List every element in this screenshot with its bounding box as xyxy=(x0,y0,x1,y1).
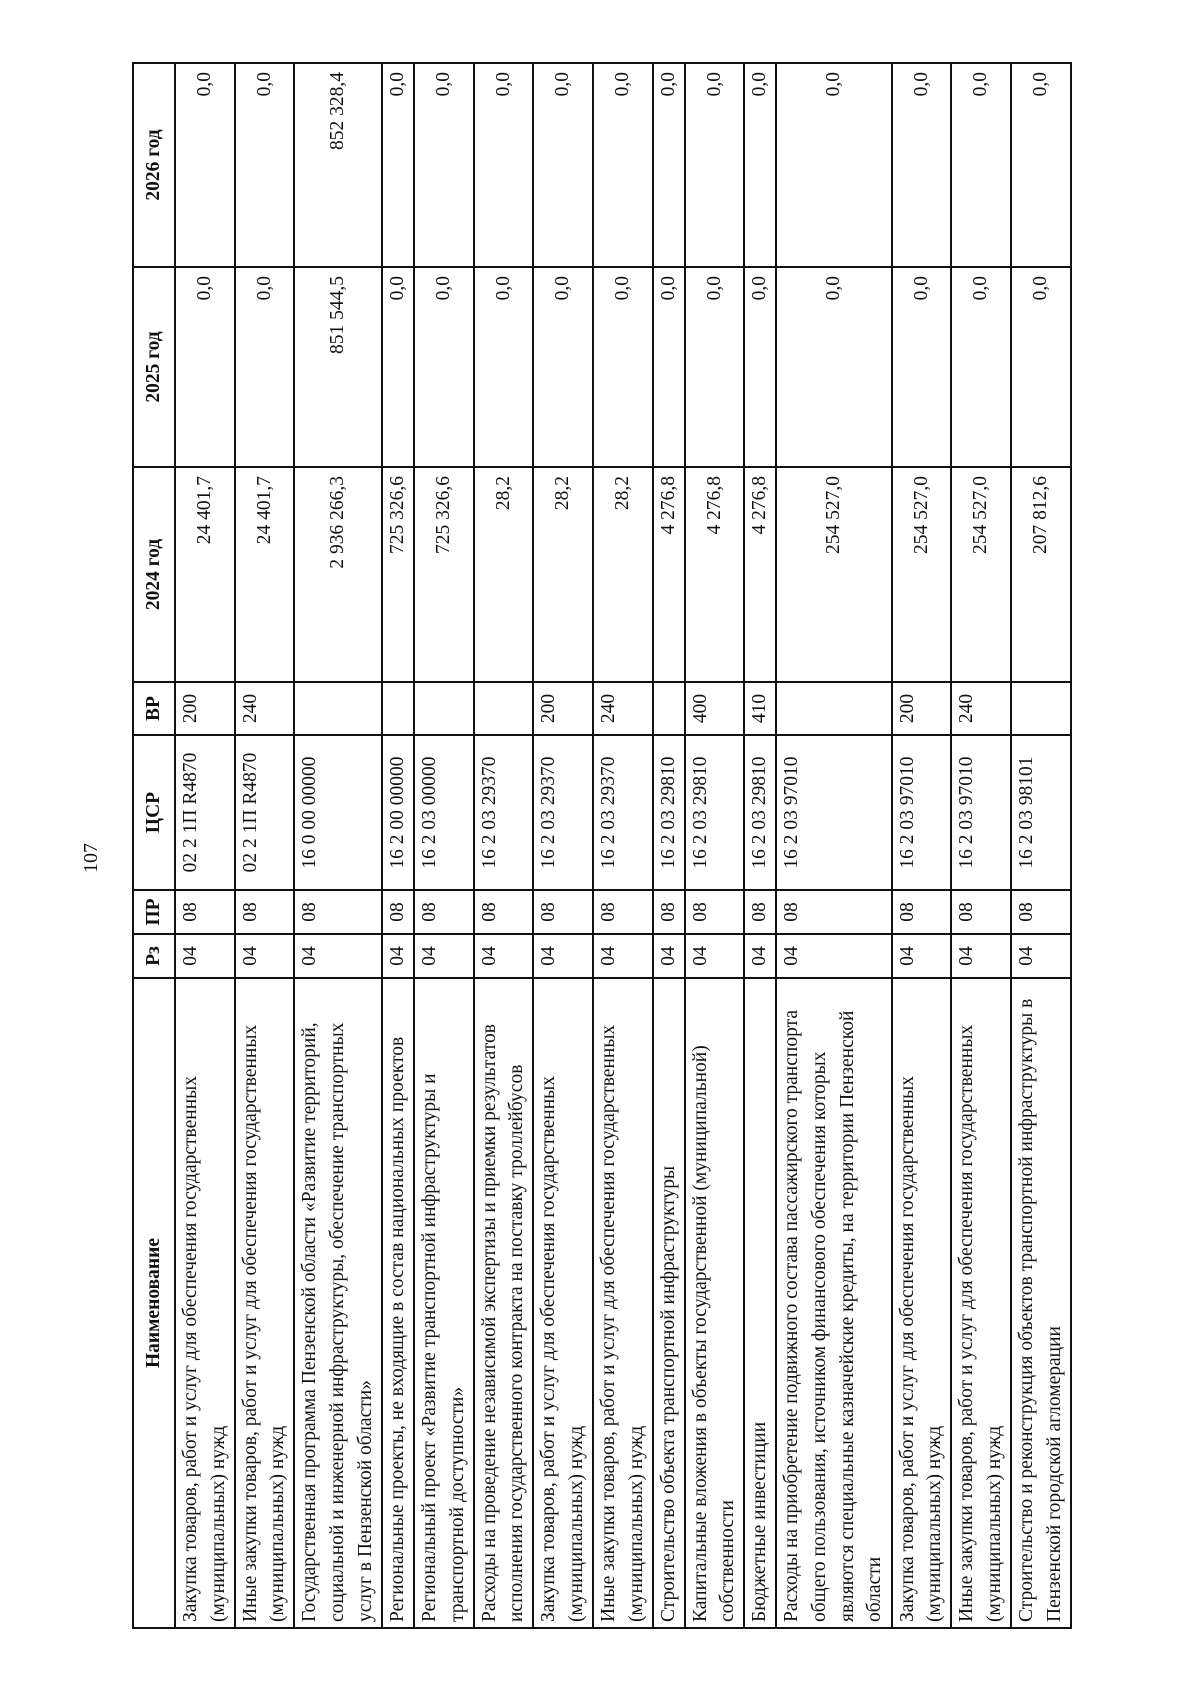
cell-rz: 04 xyxy=(533,934,593,978)
table-body xyxy=(175,63,1071,1628)
cell-rz: 04 xyxy=(414,934,474,978)
cell-2024: 254 527,0 xyxy=(776,467,891,682)
table-row xyxy=(382,63,414,1628)
cell-vr xyxy=(653,682,685,735)
cell-name: Расходы на проведение независимой экспертизы и приемки результатов исполнения государственного контракта на поставку троллейбусов xyxy=(474,978,534,1628)
cell-vr xyxy=(474,682,534,735)
cell-name: Расходы на приобретение подвижного состава пассажирского транспорта общего пользования, источником финансового обеспечения которых являются специальные казначейские кредиты, на территории Пензенской области xyxy=(776,978,891,1628)
cell-pr: 08 xyxy=(294,890,382,934)
cell-pr: 08 xyxy=(235,890,295,934)
cell-2024: 207 812,6 xyxy=(1011,467,1071,682)
cell-name: Региональные проекты, не входящие в состав национальных проектов xyxy=(382,978,414,1628)
cell-vr: 200 xyxy=(533,682,593,735)
cell-2024: 28,2 xyxy=(533,467,593,682)
cell-2025: 851 544,5 xyxy=(294,267,382,467)
cell-vr: 200 xyxy=(175,682,235,735)
table-row xyxy=(1011,63,1071,1628)
cell-name: Закупка товаров, работ и услуг для обеспечения государственных (муниципальных) нужд xyxy=(892,978,952,1628)
cell-csr: 16 2 03 29810 xyxy=(685,735,745,890)
cell-rz: 04 xyxy=(593,934,653,978)
table-row xyxy=(776,63,891,1628)
budget-table xyxy=(132,62,1072,1629)
cell-vr xyxy=(1011,682,1071,735)
cell-rz: 04 xyxy=(951,934,1011,978)
cell-2025: 0,0 xyxy=(892,267,952,467)
cell-name: Строительство объекта транспортной инфраструктуры xyxy=(653,978,685,1628)
cell-csr: 02 2 1П R4870 xyxy=(175,735,235,890)
cell-2025: 0,0 xyxy=(951,267,1011,467)
cell-pr: 08 xyxy=(744,890,776,934)
cell-2024: 254 527,0 xyxy=(892,467,952,682)
header-csr: ЦСР xyxy=(133,735,175,890)
cell-csr: 02 2 1П R4870 xyxy=(235,735,295,890)
cell-rz: 04 xyxy=(892,934,952,978)
table-row xyxy=(533,63,593,1628)
cell-vr: 200 xyxy=(892,682,952,735)
cell-vr xyxy=(414,682,474,735)
cell-2026: 0,0 xyxy=(235,63,295,267)
cell-2025: 0,0 xyxy=(744,267,776,467)
cell-rz: 04 xyxy=(1011,934,1071,978)
cell-2025: 0,0 xyxy=(593,267,653,467)
table-row xyxy=(175,63,235,1628)
cell-name: Закупка товаров, работ и услуг для обеспечения государственных (муниципальных) нужд xyxy=(533,978,593,1628)
cell-vr: 240 xyxy=(951,682,1011,735)
cell-name: Региональный проект «Развитие транспортной инфраструктуры и транспортной доступности» xyxy=(414,978,474,1628)
cell-2024: 4 276,8 xyxy=(653,467,685,682)
header-2026: 2026 год xyxy=(133,63,175,267)
cell-rz: 04 xyxy=(175,934,235,978)
cell-name: Бюджетные инвестиции xyxy=(744,978,776,1628)
cell-vr xyxy=(382,682,414,735)
cell-2024: 2 936 266,3 xyxy=(294,467,382,682)
cell-2024: 24 401,7 xyxy=(175,467,235,682)
cell-2026: 0,0 xyxy=(175,63,235,267)
cell-csr: 16 2 03 29370 xyxy=(593,735,653,890)
table-row xyxy=(892,63,952,1628)
header-vr: ВР xyxy=(133,682,175,735)
cell-rz: 04 xyxy=(744,934,776,978)
table-row xyxy=(653,63,685,1628)
cell-pr: 08 xyxy=(653,890,685,934)
cell-2025: 0,0 xyxy=(175,267,235,467)
cell-2026: 0,0 xyxy=(474,63,534,267)
cell-2025: 0,0 xyxy=(414,267,474,467)
cell-2026: 0,0 xyxy=(382,63,414,267)
table-row xyxy=(951,63,1011,1628)
cell-pr: 08 xyxy=(776,890,891,934)
header-rz: Рз xyxy=(133,934,175,978)
cell-2024: 254 527,0 xyxy=(951,467,1011,682)
cell-2026: 0,0 xyxy=(776,63,891,267)
header-name: Наименование xyxy=(133,978,175,1628)
cell-2025: 0,0 xyxy=(474,267,534,467)
cell-name: Капитальные вложения в объекты государственной (муниципальной) собственности xyxy=(685,978,745,1628)
cell-pr: 08 xyxy=(593,890,653,934)
cell-pr: 08 xyxy=(414,890,474,934)
cell-csr: 16 2 03 29810 xyxy=(744,735,776,890)
cell-vr: 240 xyxy=(235,682,295,735)
cell-name: Закупка товаров, работ и услуг для обеспечения государственных (муниципальных) нужд xyxy=(175,978,235,1628)
cell-2026: 0,0 xyxy=(685,63,745,267)
table-row xyxy=(744,63,776,1628)
cell-2026: 0,0 xyxy=(1011,63,1071,267)
cell-2025: 0,0 xyxy=(235,267,295,467)
cell-2025: 0,0 xyxy=(653,267,685,467)
cell-2025: 0,0 xyxy=(382,267,414,467)
cell-csr: 16 2 03 97010 xyxy=(951,735,1011,890)
cell-pr: 08 xyxy=(175,890,235,934)
cell-rz: 04 xyxy=(294,934,382,978)
cell-2025: 0,0 xyxy=(533,267,593,467)
cell-2026: 0,0 xyxy=(593,63,653,267)
cell-2025: 0,0 xyxy=(685,267,745,467)
cell-2024: 28,2 xyxy=(474,467,534,682)
table-row xyxy=(474,63,534,1628)
cell-2026: 0,0 xyxy=(892,63,952,267)
cell-2024: 725 326,6 xyxy=(414,467,474,682)
cell-2026: 0,0 xyxy=(951,63,1011,267)
cell-2025: 0,0 xyxy=(1011,267,1071,467)
cell-name: Иные закупки товаров, работ и услуг для обеспечения государственных (муниципальных) нужд xyxy=(235,978,295,1628)
cell-rz: 04 xyxy=(382,934,414,978)
cell-pr: 08 xyxy=(474,890,534,934)
cell-csr: 16 2 03 98101 xyxy=(1011,735,1071,890)
cell-name: Иные закупки товаров, работ и услуг для обеспечения государственных (муниципальных) нужд xyxy=(593,978,653,1628)
cell-pr: 08 xyxy=(685,890,745,934)
cell-csr: 16 2 00 00000 xyxy=(382,735,414,890)
table-header-row xyxy=(133,63,175,1628)
cell-csr: 16 2 03 00000 xyxy=(414,735,474,890)
cell-2024: 28,2 xyxy=(593,467,653,682)
cell-name: Государственная программа Пензенской области «Развитие территорий, социальной и инженерной инфраструктуры, обеспечение транспортных услуг в Пензенской области» xyxy=(294,978,382,1628)
cell-rz: 04 xyxy=(685,934,745,978)
cell-vr: 240 xyxy=(593,682,653,735)
cell-name: Иные закупки товаров, работ и услуг для обеспечения государственных (муниципальных) нужд xyxy=(951,978,1011,1628)
table-row xyxy=(414,63,474,1628)
cell-pr: 08 xyxy=(892,890,952,934)
cell-pr: 08 xyxy=(951,890,1011,934)
cell-rz: 04 xyxy=(474,934,534,978)
cell-csr: 16 2 03 29370 xyxy=(474,735,534,890)
cell-pr: 08 xyxy=(1011,890,1071,934)
cell-2026: 0,0 xyxy=(744,63,776,267)
cell-csr: 16 2 03 29810 xyxy=(653,735,685,890)
cell-vr: 410 xyxy=(744,682,776,735)
cell-rz: 04 xyxy=(653,934,685,978)
cell-pr: 08 xyxy=(382,890,414,934)
table-row xyxy=(294,63,382,1628)
cell-csr: 16 2 03 29370 xyxy=(533,735,593,890)
cell-name: Строительство и реконструкция объектов транспортной инфраструктуры в Пензенской городской агломерации xyxy=(1011,978,1071,1628)
cell-pr: 08 xyxy=(533,890,593,934)
cell-2024: 4 276,8 xyxy=(685,467,745,682)
cell-2024: 4 276,8 xyxy=(744,467,776,682)
cell-vr xyxy=(776,682,891,735)
header-2025: 2025 год xyxy=(133,267,175,467)
header-2024: 2024 год xyxy=(133,467,175,682)
cell-2026: 0,0 xyxy=(653,63,685,267)
cell-2026: 852 328,4 xyxy=(294,63,382,267)
header-pr: ПР xyxy=(133,890,175,934)
cell-rz: 04 xyxy=(235,934,295,978)
cell-rz: 04 xyxy=(776,934,891,978)
budget-table-container xyxy=(132,64,1072,1629)
cell-2024: 725 326,6 xyxy=(382,467,414,682)
cell-2024: 24 401,7 xyxy=(235,467,295,682)
cell-2026: 0,0 xyxy=(533,63,593,267)
cell-vr xyxy=(294,682,382,735)
table-row xyxy=(685,63,745,1628)
cell-2026: 0,0 xyxy=(414,63,474,267)
page-number: 107 xyxy=(80,843,102,873)
cell-csr: 16 2 03 97010 xyxy=(776,735,891,890)
cell-csr: 16 2 03 97010 xyxy=(892,735,952,890)
table-row xyxy=(593,63,653,1628)
table-row xyxy=(235,63,295,1628)
cell-vr: 400 xyxy=(685,682,745,735)
cell-csr: 16 0 00 00000 xyxy=(294,735,382,890)
cell-2025: 0,0 xyxy=(776,267,891,467)
